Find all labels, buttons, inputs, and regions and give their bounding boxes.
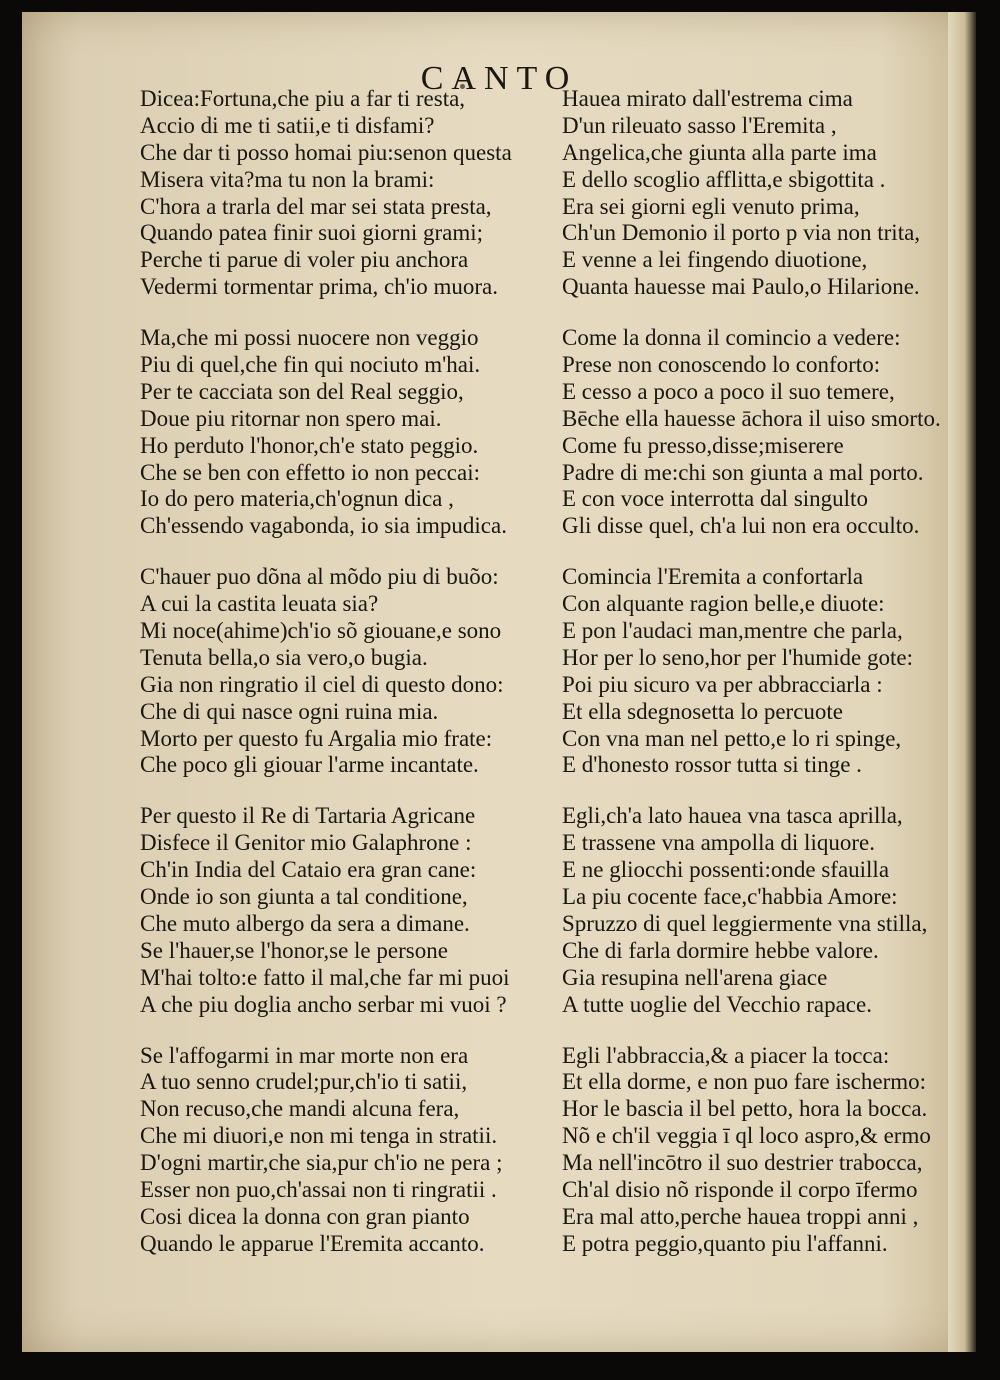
verse-line: La piu cocente face,c'habbia Amore:: [562, 884, 898, 910]
verse-line: Quanta hauesse mai Paulo,o Hilarione.: [562, 274, 920, 300]
verse-line: Quando le apparue l'Eremita accanto.: [140, 1230, 485, 1256]
verse-line: Non recuso,che mandi alcuna fera,: [140, 1096, 460, 1122]
verse-line: Che poco gli giouar l'arme incantate.: [140, 752, 479, 778]
verse-line: Ch'un Demonio il porto p via non trita,: [562, 220, 921, 246]
verse-line: A che piu doglia ancho serbar mi vuoi ?: [140, 991, 507, 1017]
verse-line: Et ella dorme, e non puo fare ischermo:: [562, 1069, 927, 1095]
verse-line: Spruzzo di quel leggiermente vna stilla,: [562, 910, 928, 936]
verse-line: Era sei giorni egli venuto prima,: [562, 193, 860, 219]
verse-line: Come fu presso,disse;miserere: [562, 432, 844, 458]
verse-line: Egli,ch'a lato hauea vna tasca aprilla,: [562, 803, 903, 829]
verse-line: Ma,che mi possi nuocere non veggio: [140, 325, 479, 351]
verse-line: Gia non ringratio il ciel di questo dono:: [140, 671, 504, 697]
verse-line: Come la donna il comincio a vedere:: [562, 325, 901, 351]
verse-line: Che mi diuori,e non mi tenga in stratii.: [140, 1123, 498, 1149]
verse-line: Per questo il Re di Tartaria Agricane: [140, 803, 476, 829]
verse-line: Tenuta bella,o sia vero,o bugia.: [140, 644, 428, 670]
verse-line: Gli disse quel, ch'a lui non era occulto.: [562, 513, 920, 539]
verse-line: Era mal atto,perche hauea troppi anni ,: [562, 1203, 919, 1229]
verse-line: Io do pero materia,ch'ognun dica ,: [140, 486, 454, 512]
verse-line: Egli l'abbraccia,& a piacer la tocca:: [562, 1042, 890, 1068]
verse-line: Hor le bascia il bel petto, hora la bocca.: [562, 1096, 928, 1122]
left-stanza: [140, 325, 560, 540]
verse-line: Morto per questo fu Argalia mio frate:: [140, 725, 493, 751]
verse-line: Hauea mirato dall'estrema cima: [562, 86, 853, 111]
running-header: CANTO: [420, 60, 578, 97]
verse-line: Disfece il Genitor mio Galaphrone :: [140, 830, 472, 856]
left-stanza: [140, 1043, 560, 1258]
verse-line: Che se ben con effetto io non peccai:: [140, 459, 480, 485]
verse-line: E ne gliocchi possenti:onde sfauilla: [562, 857, 890, 883]
verse-line: Quando patea finir suoi giorni grami;: [140, 220, 484, 246]
verse-line: Padre di me:chi son giunta a mal porto.: [562, 459, 924, 485]
verse-line: E trassene vna ampolla di liquore.: [562, 830, 875, 856]
verse-line: E cesso a poco a poco il suo temere,: [562, 378, 895, 404]
right-column: [562, 86, 982, 1282]
right-stanza: [562, 86, 982, 301]
verse-line: Poi piu sicuro va per abbracciarla :: [562, 671, 883, 697]
verse-line: Con alquante ragion belle,e diuote:: [562, 591, 885, 617]
verse-line: Et ella sdegnosetta lo percuote: [562, 698, 844, 724]
verse-line: Gia resupina nell'arena giace: [562, 964, 828, 990]
verse-line: D'un rileuato sasso l'Eremita ,: [562, 112, 837, 138]
verse-line: Esser non puo,ch'assai non ti ringratii .: [140, 1176, 497, 1202]
verse-line: Nõ e ch'il veggia ī ql loco aspro,& ermo: [562, 1123, 931, 1149]
verse-line: Accio di me ti satii,e ti disfami?: [140, 112, 435, 138]
verse-line: Ch'essendo vagabonda, io sia impudica.: [140, 513, 507, 539]
verse-line: Se l'hauer,se l'honor,se le persone: [140, 937, 448, 963]
verse-line: Piu di quel,che fin qui nociuto m'hai.: [140, 352, 481, 378]
verse-line: A cui la castita leuata sia?: [140, 591, 379, 617]
verse-line: Ho perduto l'honor,ch'e stato peggio.: [140, 432, 479, 458]
verse-line: Cosi dicea la donna con gran pianto: [140, 1203, 470, 1229]
verse-line: Ch'in India del Cataio era gran cane:: [140, 857, 477, 883]
left-stanza: [140, 803, 560, 1018]
right-stanza: [562, 325, 982, 540]
verse-line: Che di qui nasce ogni ruina mia.: [140, 698, 439, 724]
verse-line: Per te cacciata son del Real seggio,: [140, 378, 464, 404]
verse-line: Mi noce(ahime)ch'io sõ giouane,e sono: [140, 618, 502, 644]
verse-line: Che di farla dormire hebbe valore.: [562, 937, 879, 963]
verse-line: D'ogni martir,che sia,pur ch'io ne pera ;: [140, 1150, 503, 1176]
verse-line: E potra peggio,quanto piu l'affanni.: [562, 1230, 888, 1256]
verse-line: Hor per lo seno,hor per l'humide gote:: [562, 644, 913, 670]
right-stanza: [562, 564, 982, 779]
verse-line: E venne a lei fingendo diuotione,: [562, 247, 868, 273]
right-stanza: [562, 1043, 982, 1258]
verse-line: A tuo senno crudel;pur,ch'io ti satii,: [140, 1069, 468, 1095]
verse-line: Con vna man nel petto,e lo ri spinge,: [562, 725, 902, 751]
left-stanza: [140, 564, 560, 779]
verse-line: Ch'al disio nõ risponde il corpo īfermo: [562, 1176, 918, 1202]
verse-line: Doue piu ritornar non spero mai.: [140, 405, 442, 431]
verse-line: Che muto albergo da sera a dimane.: [140, 910, 470, 936]
verse-line: Vedermi tormentar prima, ch'io muora.: [140, 274, 498, 300]
verse-line: Prese non conoscendo lo conforto:: [562, 352, 881, 378]
left-column: [140, 86, 560, 1282]
right-stanza: [562, 803, 982, 1018]
verse-line: E dello scoglio afflitta,e sbigottita .: [562, 166, 886, 192]
verse-line: Comincia l'Eremita a confortarla: [562, 564, 864, 590]
verse-line: Dicea:Fortuna,che piu a far ti resta,: [140, 86, 466, 111]
verse-line: Perche ti parue di voler piu anchora: [140, 247, 469, 273]
left-stanza: [140, 86, 560, 301]
verse-line: Angelica,che giunta alla parte ima: [562, 139, 877, 165]
verse-line: A tutte uoglie del Vecchio rapace.: [562, 991, 872, 1017]
verse-line: Che dar ti posso homai piu:senon questa: [140, 139, 512, 165]
verse-line: Misera vita?ma tu non la brami:: [140, 166, 435, 192]
verse-line: E pon l'audaci man,mentre che parla,: [562, 618, 903, 644]
verse-line: M'hai tolto:e fatto il mal,che far mi puoi: [140, 964, 510, 990]
verse-line: E con voce interrotta dal singulto: [562, 486, 868, 512]
verse-line: C'hora a trarla del mar sei stata presta,: [140, 193, 492, 219]
verse-line: Se l'affogarmi in mar morte non era: [140, 1042, 469, 1068]
verse-line: C'hauer puo dõna al mõdo piu di buõo:: [140, 564, 499, 590]
verse-line: Ma nell'incōtro il suo destrier trabocca,: [562, 1150, 923, 1176]
verse-line: Bēche ella hauesse āchora il uiso smorto.: [562, 405, 941, 431]
verse-line: E d'honesto rossor tutta si tinge .: [562, 752, 862, 778]
verse-line: Onde io son giunta a tal conditione,: [140, 884, 468, 910]
